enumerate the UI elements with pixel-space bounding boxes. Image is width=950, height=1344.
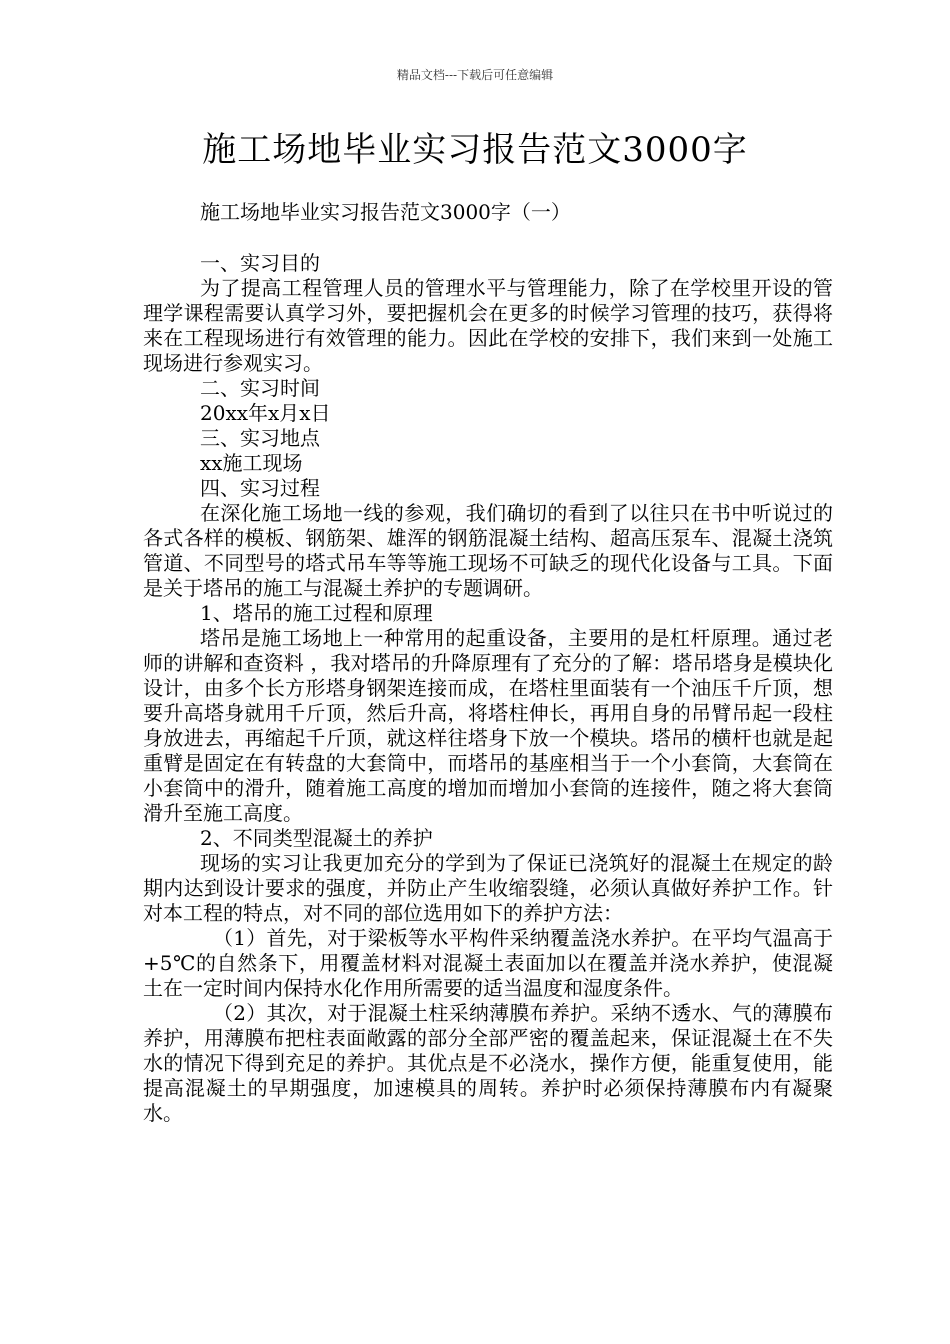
paragraph: 现场的实习让我更加充分的学到为了保证已浇筑好的混凝土在规定的龄期内达到设计要求的强度，并防止产生收缩裂缝，必须认真做好养护工作。针对本工程的特点，对不同的部位选用如下的养护方法： — [143, 851, 833, 925]
section-heading: 三、实习地点 — [200, 426, 320, 450]
paragraph: 在深化施工场地一线的参观，我们确切的看到了以往只在书中听说过的各式各样的模板、钢筋架、雄浑的钢筋混凝土结构、超高压泵车、混凝土浇筑管道、不同型号的塔式吊车等等施工现场不可缺乏的现代化设备与工具。下面是关于塔吊的施工与混凝土养护的专题调研。 — [143, 501, 833, 600]
subsection-heading: 1、塔吊的施工过程和原理 — [200, 601, 433, 625]
paragraph: xx施工现场 — [200, 451, 303, 475]
subsection-heading: 2、不同类型混凝土的养护 — [200, 826, 433, 850]
page-header-note: 精品文档---下载后可任意编辑 — [396, 68, 554, 82]
section-heading: 一、实习目的 — [200, 251, 320, 275]
document-subtitle: 施工场地毕业实习报告范文3000字（一） — [200, 200, 571, 224]
section-heading: 四、实习过程 — [200, 476, 320, 500]
section-heading: 二、实习时间 — [200, 376, 320, 400]
document-title: 施工场地毕业实习报告范文3000字 — [202, 130, 748, 170]
paragraph: 塔吊是施工场地上一种常用的起重设备，主要用的是杠杆原理。通过老师的讲解和查资料 ，我对塔吊的升降原理有了充分的了解：塔吊塔身是模块化设计，由多个长方形塔身钢架连接而成，在塔柱里面装有一个油压千斤顶，想要升高塔身就用千斤顶，然后升高，将塔柱伸长，再用自身的吊臂吊起一段柱身放进去，再缩起千斤顶，就这样往塔身下放一个模块。塔吊的横杆也就是起重臂是固定在有转盘的大套筒中，而塔吊的基座相当于一个小套筒，大套筒在小套筒中的滑升，随着施工高度的增加而增加小套筒的连接件，随之将大套筒滑升至施工高度。 — [143, 626, 833, 825]
paragraph: 为了提高工程管理人员的管理水平与管理能力，除了在学校里开设的管理学课程需要认真学习外，要把握机会在更多的时候学习管理的技巧，获得将来在工程现场进行有效管理的能力。因此在学校的安排下，我们来到一处施工现场进行参观实习。 — [143, 276, 833, 375]
paragraph: （1）首先，对于梁板等水平构件采纳覆盖浇水养护。在平均气温高于+5℃的自然条下，用覆盖材料对混凝土表面加以在覆盖并浇水养护，使混凝土在一定时间内保持水化作用所需要的适当温度和湿度条件。 — [143, 926, 833, 1000]
paragraph: 20xx年x月x日 — [200, 401, 331, 425]
paragraph: （2）其次，对于混凝土柱采纳薄膜布养护。采纳不透水、气的薄膜布养护，用薄膜布把柱表面敞露的部分全部严密的覆盖起来，保证混凝土在不失水的情况下得到充足的养护。其优点是不必浇水，操作方便，能重复使用，能提高混凝土的早期强度，加速模具的周转。养护时必须保持薄膜布内有凝聚水。 — [143, 1001, 833, 1125]
document-body — [143, 251, 833, 1126]
